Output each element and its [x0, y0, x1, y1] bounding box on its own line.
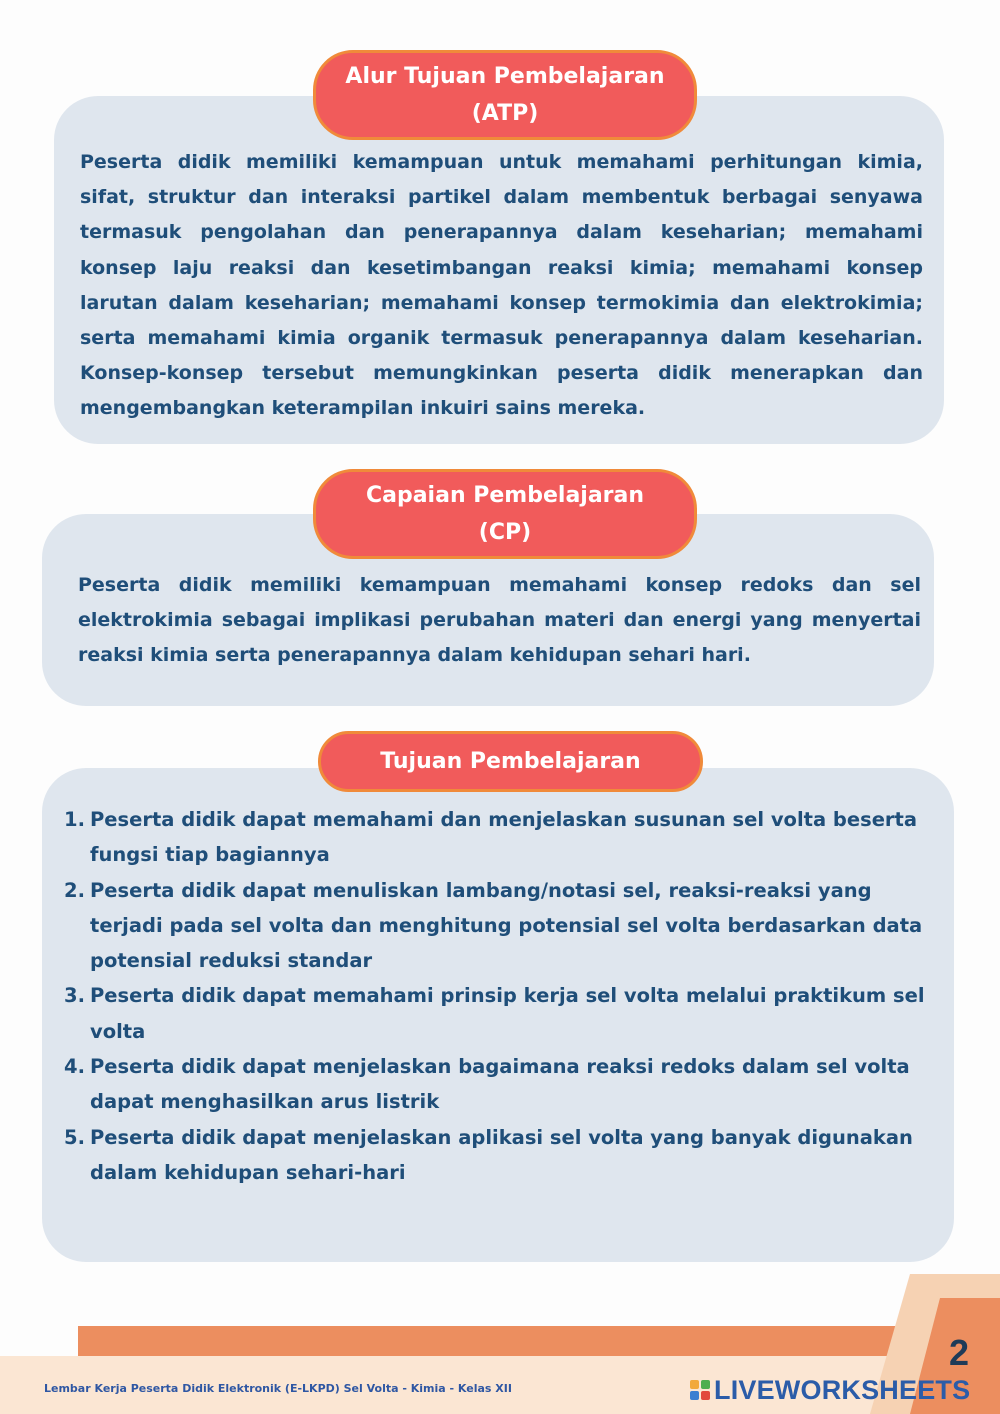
tp-item-number: 2. [64, 878, 85, 902]
tp-list-item [44, 802, 949, 873]
tp-list-item [44, 873, 949, 979]
tp-list-item [44, 1120, 949, 1191]
cp-body: Peserta didik memiliki kemampuan memahami konsep redoks dan sel elektrokimia sebagai implikasi perubahan materi dan energi yang menyertai reaksi kimia serta penerapannya dalam kehidupan sehari hari. [78, 574, 921, 667]
atp-title-line1: Alur Tujuan Pembelajaran [345, 64, 665, 89]
page-number: 2 [948, 1332, 970, 1373]
tp-item-number: 1. [64, 808, 85, 831]
logo-mark-icon [690, 1380, 710, 1400]
tp-item-number: 3. [64, 984, 85, 1008]
atp-title-pill [313, 50, 697, 140]
tp-list-item [44, 978, 949, 1049]
atp-body: Peserta didik memiliki kemampuan untuk memahami perhitungan kimia, sifat, struktur dan interaksi partikel dalam membentuk berbagai senyawa termasuk pengolahan dan penerapannya dalam keseharian; memahami konsep laju reaksi dan kesetimbangan reaksi kimia; memahami konsep larutan dalam keseharian; memahami konsep termokimia dan elektrokimia; serta memahami kimia organik termasuk penerapannya dalam keseharian. Konsep-konsep tersebut memungkinkan peserta didik menerapkan dan mengembangkan keterampilan inkuiri sains mereka. [80, 151, 923, 420]
logo-text: LIVEWORKSHEETS [714, 1374, 971, 1405]
cp-title-pill [313, 469, 697, 559]
footer-caption: Lembar Kerja Peserta Didik Elektronik (E-LKPD) Sel Volta - Kimia - Kelas XII [44, 1382, 512, 1395]
footer-orange-bar [78, 1326, 908, 1356]
tp-item-number: 4. [64, 1055, 85, 1079]
tp-title: Tujuan Pembelajaran [380, 749, 641, 774]
tp-item-text: Peserta didik dapat memahami prinsip kerja sel volta melalui praktikum sel volta [90, 984, 925, 1043]
tp-item-number: 5. [64, 1125, 85, 1149]
liveworksheets-logo[interactable] [690, 1376, 970, 1404]
cp-title-line2: (CP) [478, 520, 532, 545]
tp-item-text: Peserta didik dapat menjelaskan aplikasi sel volta yang banyak digunakan dalam kehidupan sehari-hari [90, 1125, 913, 1184]
cp-title-line1: Capaian Pembelajaran [365, 483, 645, 508]
tp-list-item [44, 1049, 949, 1120]
tp-item-text: Peserta didik dapat menuliskan lambang/notasi sel, reaksi-reaksi yang terjadi pada sel volta dan menghitung potensial sel volta berdasarkan data potensial reduksi standar [90, 878, 923, 973]
tp-list [44, 802, 949, 1190]
atp-title-line2: (ATP) [471, 101, 539, 126]
tp-item-text: Peserta didik dapat menjelaskan bagaimana reaksi redoks dalam sel volta dapat menghasilkan arus listrik [90, 1055, 910, 1114]
tp-item-text: Peserta didik dapat memahami dan menjelaskan susunan sel volta beserta fungsi tiap bagiannya [90, 808, 918, 867]
tp-title-pill [318, 731, 703, 792]
